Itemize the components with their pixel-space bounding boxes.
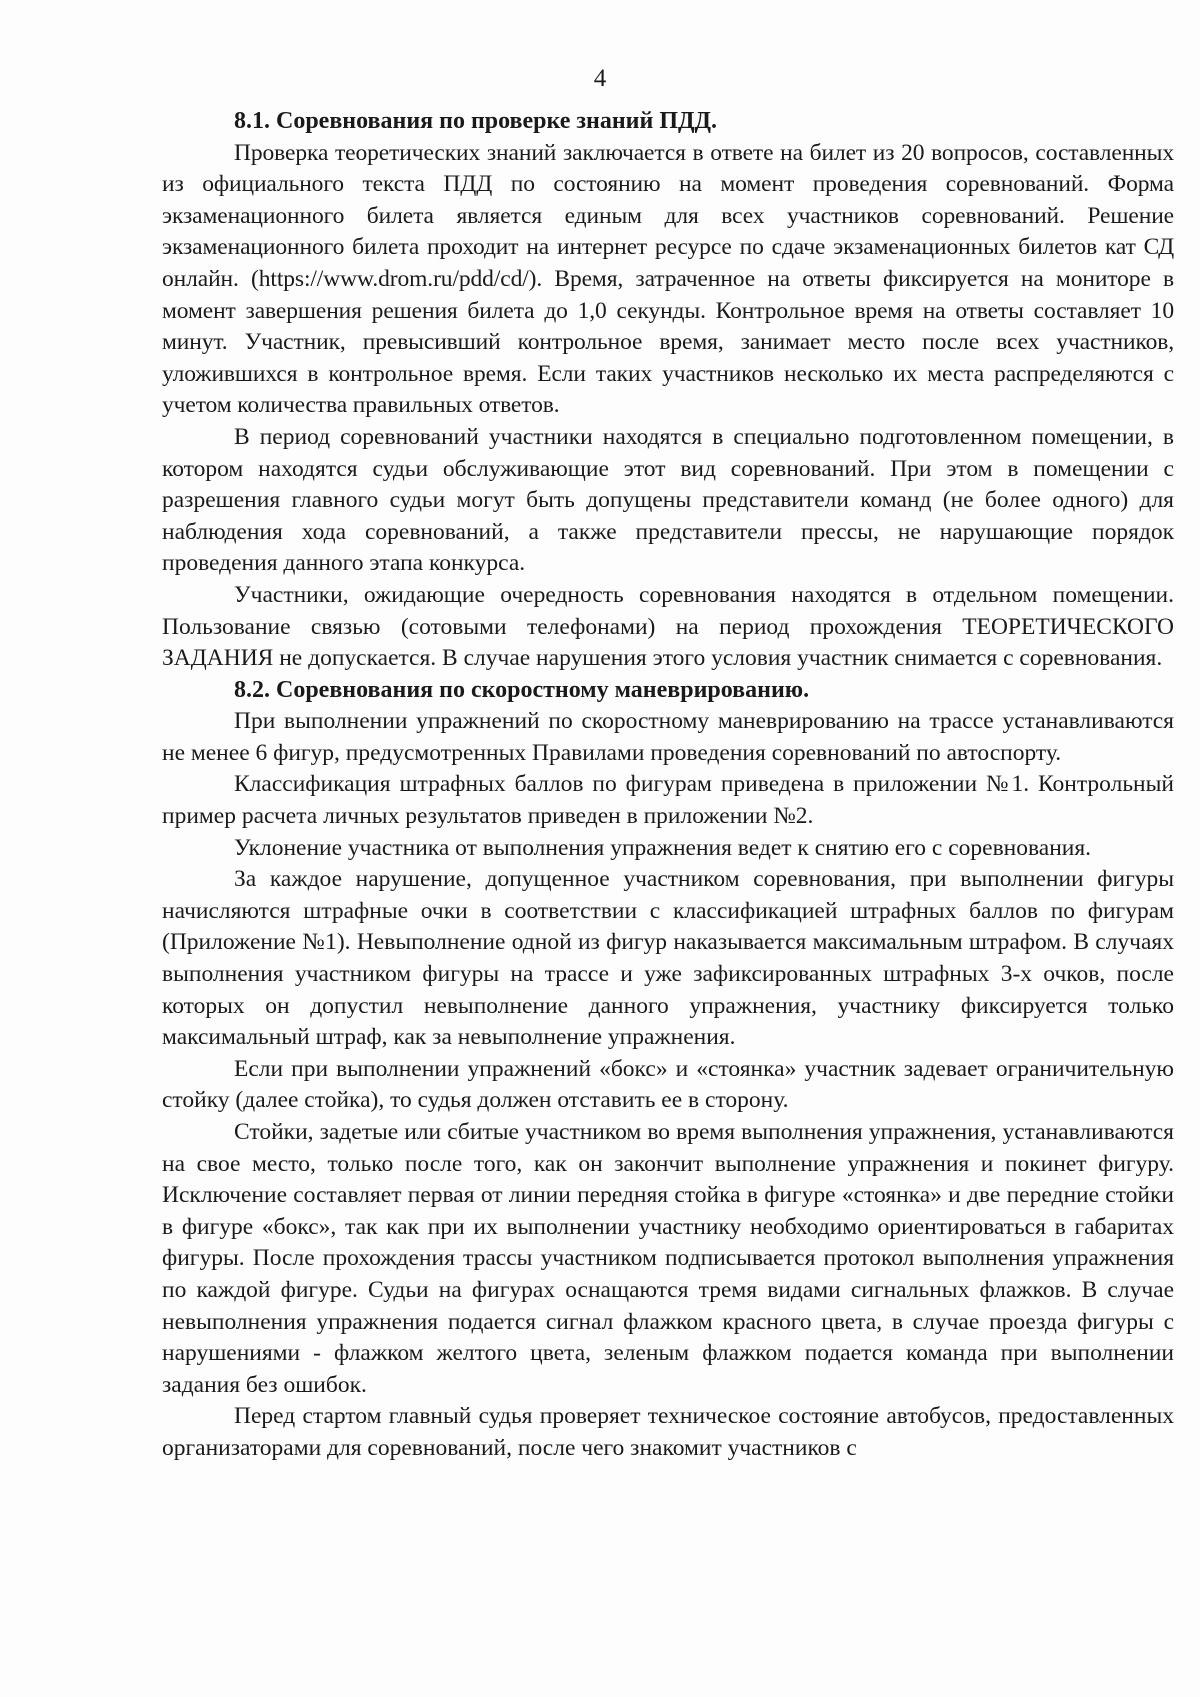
paragraph: В период соревнований участники находятся в специально подготовленном помещении, в котором находятся судьи обслуживающие этот вид соревнований. При этом в помещении с разрешения главного судьи могут быть допущены представители команд (не более одного) для наблюдения хода соревнований, а также представители прессы, не нарушающие порядок проведения данного этапа конкурса.	[162, 423, 1174, 577]
paragraph: Проверка теоретических знаний заключается в ответе на билет из 20 вопросов, составленных из официального текста ПДД по состоянию на момент проведения соревнований. Форма экзаменационного билета является единым для всех участников соревнований. Решение экзаменационного билета проходит на интернет ресурсе по сдаче экзаменационных билетов кат СД онлайн. (https://www.drom.ru/pdd/cd/). Время, затраченное на ответы фиксируется на мониторе в момент завершения решения билета до 1,0 секунды. Контрольное время на ответы составляет 10 минут. Участник, превысивший контрольное время, занимает место после всех участников, уложившихся в контрольное время. Если таких участников несколько их места распределяются с учетом количества правильных ответов.	[162, 139, 1174, 419]
page-number: 4	[593, 65, 607, 92]
section-heading-8-1: 8.1. Соревнования по проверке знаний ПДД.	[234, 108, 718, 134]
paragraph: Если при выполнении упражнений «бокс» и «стоянка» участник задевает ограничительную стойку (далее стойка), то судья должен отставить ее в сторону.	[162, 1055, 1174, 1114]
paragraph: Классификация штрафных баллов по фигурам приведена в приложении №1. Контрольный пример расчета личных результатов приведен в приложении №2.	[162, 771, 1174, 830]
paragraph: За каждое нарушение, допущенное участником соревнования, при выполнении фигуры начисляются штрафные очки в соответствии с классификацией штрафных баллов по фигурам (Приложение №1). Невыполнение одной из фигур наказывается максимальным штрафом. В случаях выполнения участником фигуры на трассе и уже зафиксированных штрафных 3-х очков, после которых он допустил невыполнение данного упражнения, участнику фиксируется только максимальный штраф, как за невыполнение упражнения.	[162, 866, 1174, 1051]
paragraph: Участники, ожидающие очередность соревнования находятся в отдельном помещении. Пользование связью (сотовыми телефонами) на период прохождения ТЕОРЕТИЧЕСКОГО ЗАДАНИЯ не допускается. В случае нарушения этого условия участник снимается с соревнования.	[162, 581, 1174, 672]
section-heading-8-2: 8.2. Соревнования по скоростному маневрированию.	[234, 676, 810, 703]
paragraph: Перед стартом главный судья проверяет техническое состояние автобусов, предоставленных организаторами для соревнований, после чего знакомит участников с	[162, 1403, 1174, 1461]
paragraph: При выполнении упражнений по скоростному маневрированию на трассе устанавливаются не менее 6 фигур, предусмотренных Правилами проведения соревнований по автоспорту.	[162, 708, 1174, 766]
document-body	[162, 106, 1174, 1465]
paragraph: Уклонение участника от выполнения упражнения ведет к снятию его с соревнования.	[234, 834, 1092, 861]
paragraph: Стойки, задетые или сбитые участником во время выполнения упражнения, устанавливаются на свое место, только после того, как он закончит выполнение упражнения и покинет фигуру. Исключение составляет первая от линии передняя стойка в фигуре «стоянка» и две передние стойки в фигуре «бокс», так как при их выполнении участнику необходимо ориентироваться в габаритах фигуры. После прохождения трассы участником подписывается протокол выполнения упражнения по каждой фигуре. Судьи на фигурах оснащаются тремя видами сигнальных флажков. В случае невыполнения упражнения подается сигнал флажком красного цвета, в случае проезда фигуры с нарушениями - флажком желтого цвета, зеленым флажком подается команда при выполнении задания без ошибок.	[162, 1119, 1174, 1398]
